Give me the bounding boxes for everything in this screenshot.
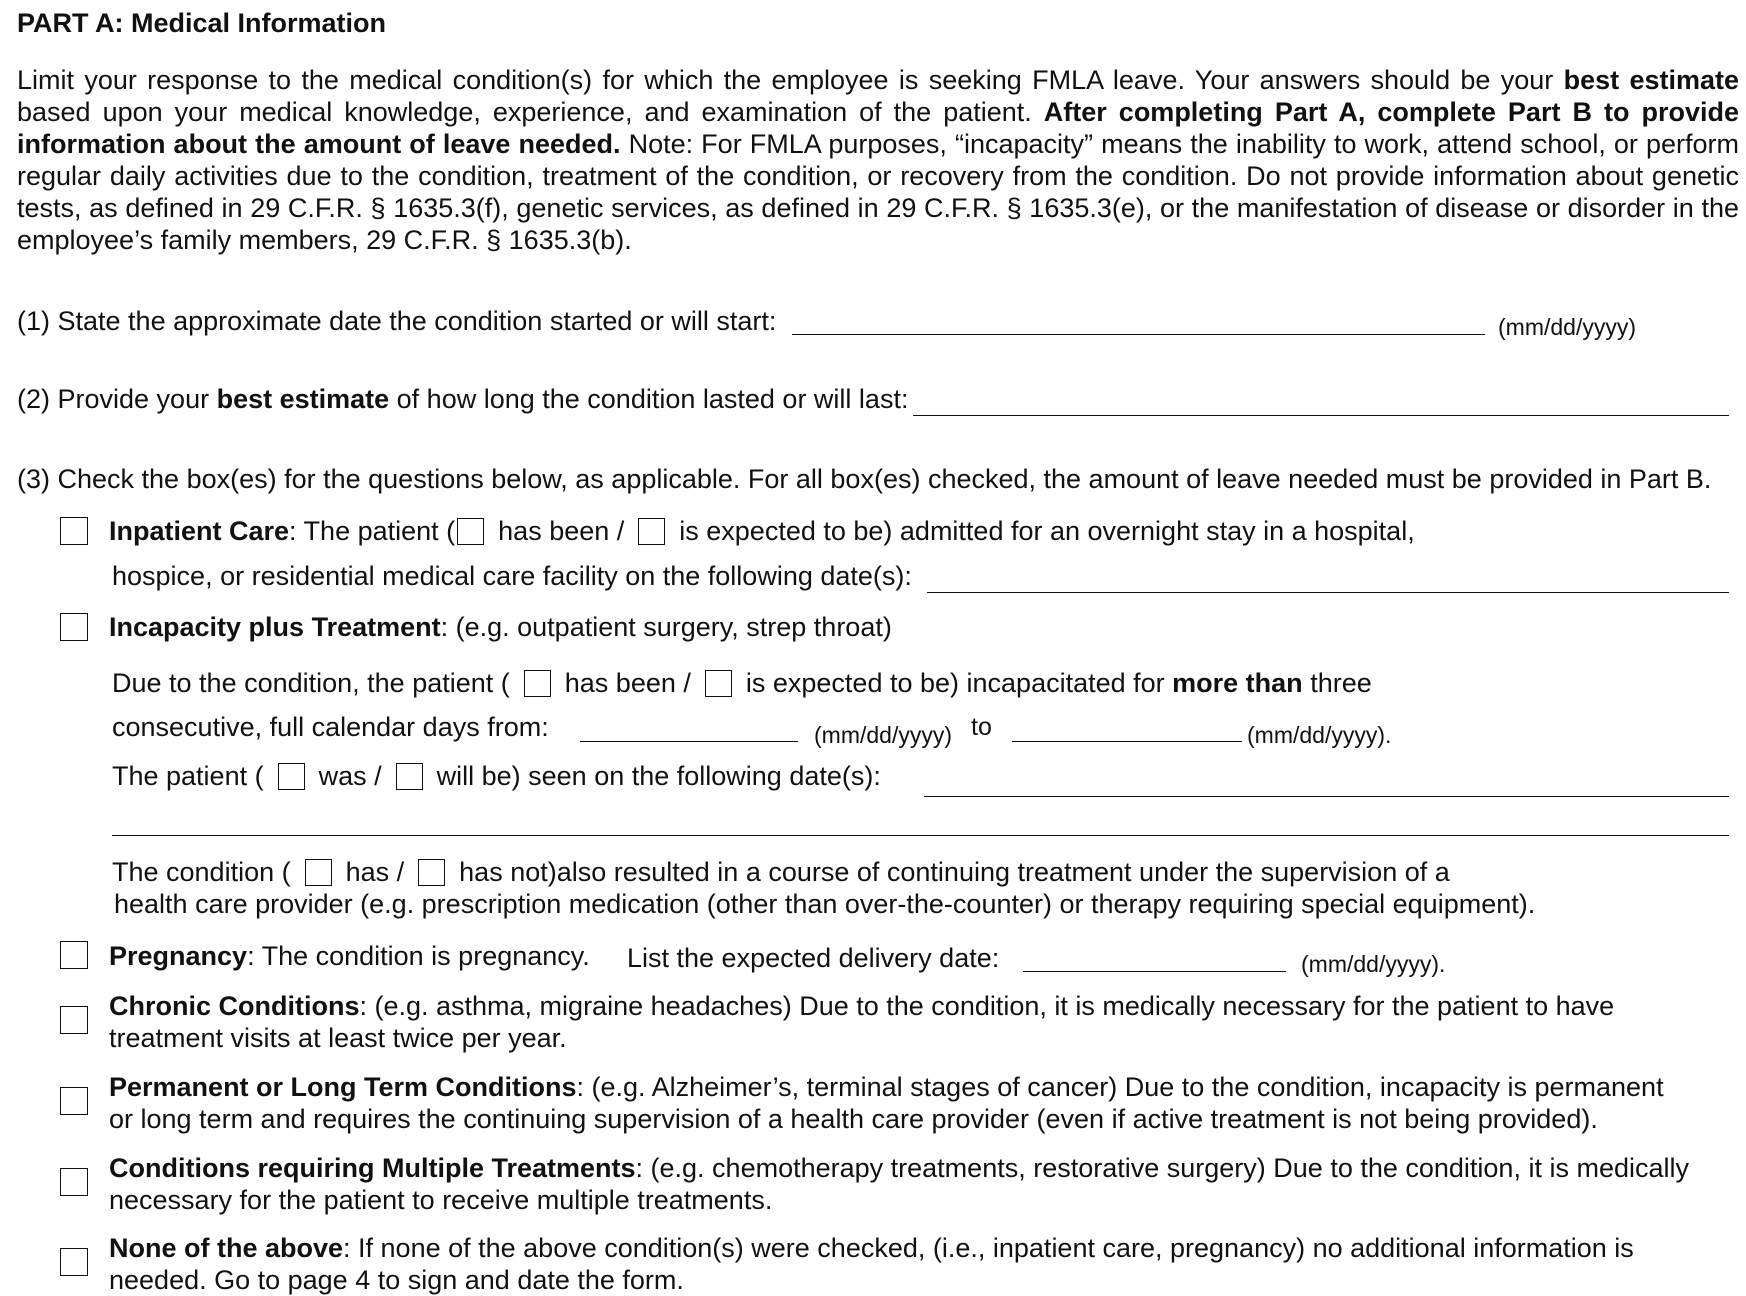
- incapacity-seen-line: [112, 761, 881, 792]
- incapacity-to-date-field[interactable]: [1012, 741, 1242, 742]
- incapacity-consecutive-label: consecutive, full calendar days from:: [112, 712, 549, 742]
- incapacity-checkbox[interactable]: [60, 613, 88, 641]
- condition-has-checkbox[interactable]: [305, 859, 332, 886]
- multiple-text-2: necessary for the patient to receive multiple treatments.: [109, 1185, 773, 1215]
- incapacity-will-be-label: will be) seen on the following date(s):: [436, 761, 881, 791]
- permanent-conditions-checkbox[interactable]: [60, 1087, 88, 1115]
- chronic-conditions-text: [109, 990, 1614, 1054]
- condition-has-not-label: has not): [459, 857, 557, 887]
- inpatient-dates-field[interactable]: [927, 592, 1729, 593]
- intro-bold-1: best estimate: [1563, 65, 1739, 95]
- intro-text-1: Limit your response to the medical condition(s) for which the employee is seeking FMLA leave. Your answers should be your: [17, 65, 1564, 95]
- incapacity-due-text-2: incapacitated for: [959, 668, 1173, 698]
- intro-text-2: based upon your medical knowledge, experience, and examination of the patient.: [17, 97, 1044, 127]
- q2-label: [17, 384, 908, 415]
- incapacity-line1: [109, 612, 892, 643]
- incapacity-examples: : (e.g. outpatient surgery, strep throat): [440, 612, 892, 642]
- none-text-2: needed. Go to page 4 to sign and date the form.: [109, 1265, 684, 1295]
- none-of-the-above-checkbox[interactable]: [60, 1248, 88, 1276]
- q2-suffix: of how long the condition lasted or will last:: [389, 384, 909, 414]
- pregnancy-list-label: List the expected delivery date:: [627, 943, 1000, 973]
- chronic-text-2: treatment visits at least twice per year.: [109, 1023, 567, 1053]
- incapacity-due-text-3: three: [1302, 668, 1372, 698]
- q2-bold: best estimate: [216, 384, 390, 414]
- incapacity-title: Incapacity plus Treatment: [109, 612, 441, 642]
- condition-has-label: has /: [345, 857, 405, 887]
- incapacity-from-hint: (mm/dd/yyyy): [814, 722, 952, 748]
- incapacity-due-bold: more than: [1172, 668, 1303, 698]
- intro-bold-2: After completing Part A, complete Part B to provide information about the amount of leave needed.: [17, 97, 1739, 159]
- q3-label: (3) Check the box(es) for the questions below, as applicable. For all box(es) checked, the amount of leave needed must be provided in Part B.: [17, 464, 1712, 494]
- incapacity-condition-line2: health care provider (e.g. prescription medication (other than over-the-counter) or therapy requiring special equipment).: [114, 889, 1536, 919]
- incapacity-condition-line: [112, 857, 1450, 888]
- pregnancy-delivery-date-field[interactable]: [1023, 971, 1286, 972]
- inpatient-care-line1: [109, 516, 1415, 547]
- chronic-title: Chronic Conditions: [109, 991, 360, 1021]
- permanent-text-1: : (e.g. Alzheimer’s, terminal stages of cancer) Due to the condition, incapacity is permanent: [576, 1072, 1664, 1102]
- pregnancy-line: [109, 941, 590, 972]
- q2-duration-field[interactable]: [913, 415, 1729, 416]
- inpatient-text-2: admitted for an overnight stay in a hospital,: [892, 516, 1415, 546]
- multiple-treatments-text: [109, 1152, 1689, 1216]
- inpatient-expected-label: is expected to be): [679, 516, 893, 546]
- q1-label: (1) State the approximate date the condition started or will start:: [17, 306, 777, 336]
- permanent-title: Permanent or Long Term Conditions: [109, 1072, 577, 1102]
- part-title: PART A: Medical Information: [17, 8, 387, 38]
- incapacity-condition-text: The condition (: [112, 857, 291, 887]
- none-of-the-above-text: [109, 1232, 1634, 1296]
- multiple-title: Conditions requiring Multiple Treatments: [109, 1153, 636, 1183]
- incapacity-was-label: was /: [318, 761, 382, 791]
- incapacity-due-line: [112, 668, 1372, 699]
- incapacity-seen-text: The patient (: [112, 761, 264, 791]
- inpatient-care-checkbox[interactable]: [60, 517, 88, 545]
- incapacity-to-label: to: [971, 713, 992, 741]
- incapacity-to-hint: (mm/dd/yyyy).: [1247, 722, 1392, 748]
- condition-has-not-checkbox[interactable]: [418, 859, 445, 886]
- incapacity-seen-dates-field[interactable]: [924, 796, 1729, 797]
- inpatient-care-title: Inpatient Care: [109, 516, 290, 546]
- inpatient-line2: hospice, or residential medical care facility on the following date(s):: [112, 561, 912, 591]
- q2-prefix: (2) Provide your: [17, 384, 217, 414]
- incapacity-expected-checkbox[interactable]: [705, 670, 732, 697]
- inpatient-has-been-checkbox[interactable]: [457, 518, 484, 545]
- incapacity-from-date-field[interactable]: [580, 741, 798, 742]
- chronic-text-1: : (e.g. asthma, migraine headaches) Due to the condition, it is medically necessary for the patient to have: [359, 991, 1615, 1021]
- incapacity-expected-label: is expected to be): [745, 668, 960, 698]
- none-text-1: : If none of the above condition(s) were checked, (i.e., inpatient care, pregnancy) no additional information is: [343, 1233, 1634, 1263]
- incapacity-was-checkbox[interactable]: [278, 763, 305, 790]
- incapacity-due-text-1: Due to the condition, the patient (: [112, 668, 510, 698]
- multiple-text-1: : (e.g. chemotherapy treatments, restorative surgery) Due to the condition, it is medically: [635, 1153, 1689, 1183]
- incapacity-has-been-checkbox[interactable]: [524, 670, 551, 697]
- pregnancy-date-hint: (mm/dd/yyyy).: [1301, 951, 1446, 977]
- permanent-conditions-text: [109, 1071, 1664, 1135]
- incapacity-will-be-checkbox[interactable]: [396, 763, 423, 790]
- condition-text-2: also resulted in a course of continuing treatment under the supervision of a: [556, 857, 1450, 887]
- none-title: None of the above: [109, 1233, 344, 1263]
- inpatient-has-been-label: has been /: [498, 516, 625, 546]
- pregnancy-text: : The condition is pregnancy.: [247, 941, 590, 971]
- incapacity-has-been-label: has been /: [564, 668, 691, 698]
- q1-date-field[interactable]: [792, 334, 1485, 335]
- incapacity-seen-dates-field-2[interactable]: [112, 835, 1729, 836]
- chronic-conditions-checkbox[interactable]: [60, 1006, 88, 1034]
- inpatient-text-1: : The patient (: [289, 516, 456, 546]
- q1-date-hint: (mm/dd/yyyy): [1498, 314, 1636, 340]
- permanent-text-2: or long term and requires the continuing supervision of a health care provider (even if active treatment is not being provided).: [109, 1104, 1598, 1134]
- pregnancy-checkbox[interactable]: [60, 941, 88, 969]
- pregnancy-title: Pregnancy: [109, 941, 248, 971]
- inpatient-expected-checkbox[interactable]: [638, 518, 665, 545]
- intro-text-3: Note: For FMLA purposes, “incapacity” means the inability to work, attend school, or perform regular daily activities due to the condition, treatment of the condition, or recovery from the condition. Do not provide information about genetic tests, as defined in 29 C.F.R. § 1635.3(f), genetic services, as defined in 29 C.F.R. § 1635.3(e), or the manifestation of disease or disorder in the employee’s family members, 29 C.F.R. § 1635.3(b).: [17, 129, 1739, 255]
- multiple-treatments-checkbox[interactable]: [60, 1168, 88, 1196]
- intro-paragraph: [17, 64, 1739, 256]
